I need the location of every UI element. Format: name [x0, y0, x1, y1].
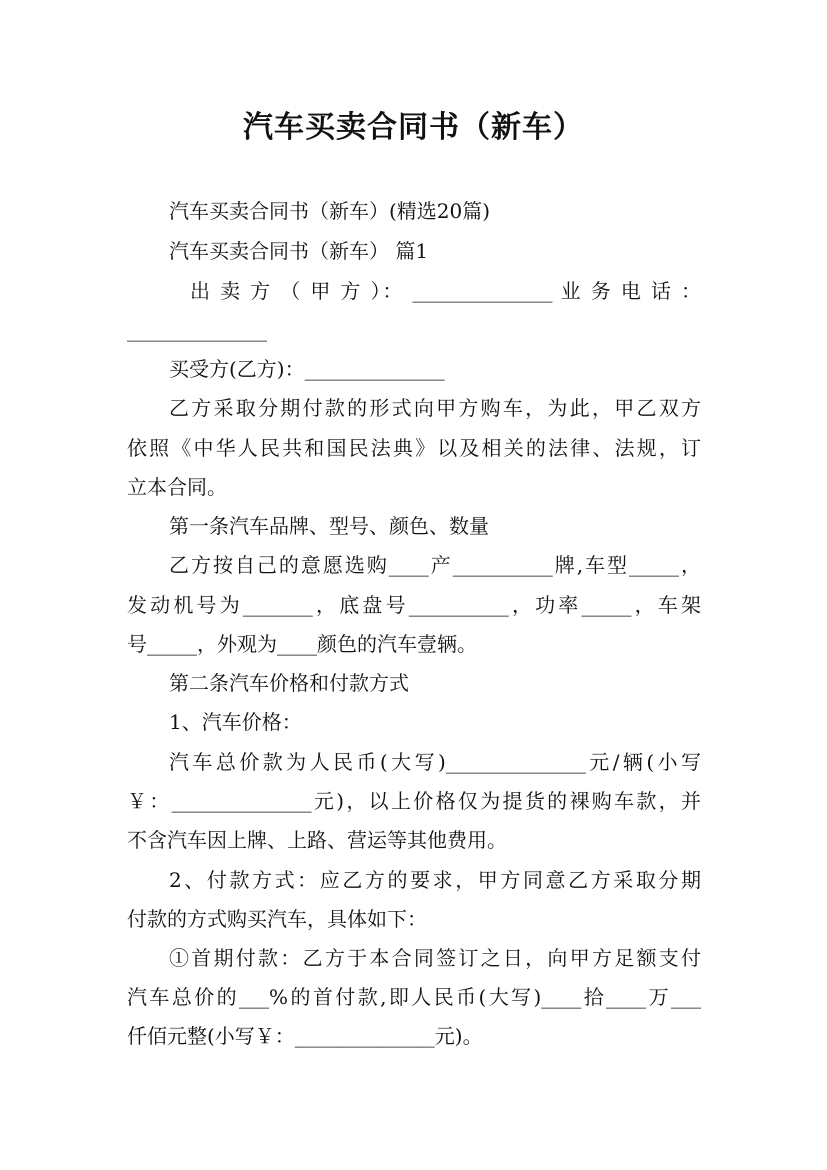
paragraph-line: 依照《中华人民共和国民法典》以及相关的法律、法规，订	[127, 436, 701, 460]
subtitle-line: 汽车买卖合同书（新车）(精选20篇)	[169, 199, 491, 223]
paragraph-line: 2、付款方式：应乙方的要求，甲方同意乙方采取分期	[169, 868, 701, 892]
paragraph-line: 号_____，外观为____颜色的汽车壹辆。	[127, 632, 477, 656]
phone-blank-line: ______________	[127, 318, 267, 342]
paragraph-line: 乙方按自己的意愿选购____产__________牌,车型_____，	[169, 553, 701, 577]
paragraph-line: 仟佰元整(小写￥：______________元)。	[127, 1024, 483, 1048]
paragraph-line: 立本合同。	[127, 475, 227, 499]
paragraph-line: 付款的方式购买汽车，具体如下：	[127, 907, 427, 931]
paragraph-line: 汽车总价的___%的首付款,即人民币(大写)____拾____万___	[127, 985, 701, 1009]
article-heading: 第一条汽车品牌、型号、颜色、数量	[169, 514, 489, 538]
paragraph-line: 不含汽车因上牌、上路、营运等其他费用。	[127, 828, 507, 852]
clause-heading: 1、汽车价格：	[169, 710, 302, 734]
document-title: 汽车买卖合同书（新车）	[243, 110, 584, 145]
paragraph-line: ①首期付款：乙方于本合同签订之日，向甲方足额支付	[169, 946, 701, 970]
paragraph-line: 乙方采取分期付款的形式向甲方购车，为此，甲乙双方	[169, 396, 701, 420]
section-heading: 汽车买卖合同书（新车） 篇1	[169, 239, 429, 263]
paragraph-line: 汽车总价款为人民币(大写)______________元/辆(小写	[169, 750, 701, 774]
buyer-field-line: 买受方(乙方)：______________	[169, 357, 445, 381]
seller-field-line: 出 卖 方 （ 甲 方 ）： ______________ 业 务 电 话 ：	[190, 279, 701, 303]
paragraph-line: 发动机号为_______，底盘号__________，功率_____，车架	[127, 593, 701, 617]
paragraph-line: ￥：______________元)，以上价格仅为提货的裸购车款，并	[127, 789, 701, 813]
article-heading: 第二条汽车价格和付款方式	[169, 671, 409, 695]
